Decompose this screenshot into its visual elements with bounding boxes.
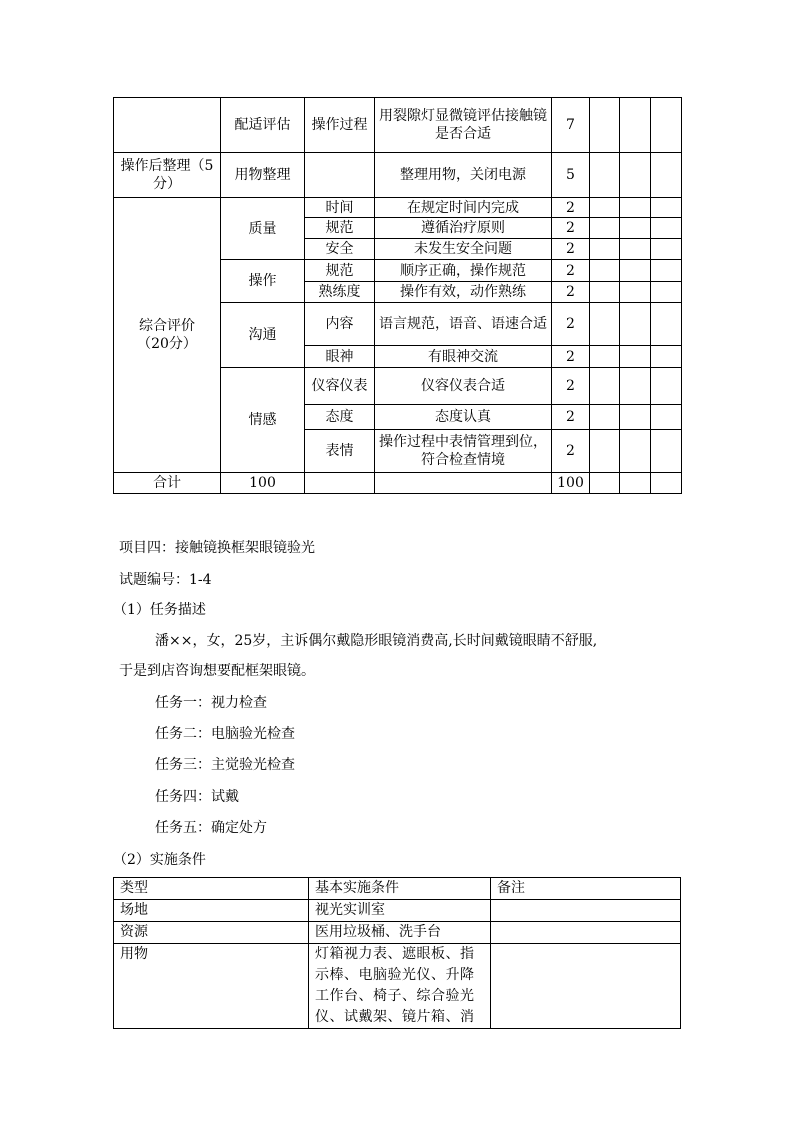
cell (651, 218, 682, 239)
cell: 有眼神交流 (375, 346, 552, 368)
task-item: 任务三：主觉验光检查 (155, 757, 295, 773)
cell (620, 98, 651, 153)
cell (620, 303, 651, 346)
question-code: 试题编号：1-4 (119, 572, 212, 588)
cell (620, 346, 651, 368)
cell (590, 282, 620, 303)
cell: 2 (552, 430, 590, 473)
cell: 2 (552, 282, 590, 303)
cell: 7 (552, 98, 590, 153)
cell (590, 198, 620, 218)
cell (620, 405, 651, 430)
cell (651, 405, 682, 430)
cell: 2 (552, 346, 590, 368)
cell (590, 98, 620, 153)
cell: 操作过程 (305, 98, 375, 153)
cell (620, 260, 651, 282)
cell (651, 239, 682, 260)
cell: 操作后整理（5分） (114, 153, 221, 198)
group-cell: 沟通 (221, 303, 305, 368)
cell: 2 (552, 198, 590, 218)
cell: 眼神 (305, 346, 375, 368)
cell: 用物 (114, 944, 309, 1029)
cell (491, 944, 681, 1029)
cell: 时间 (305, 198, 375, 218)
cell: 安全 (305, 239, 375, 260)
cell: 顺序正确，操作规范 (375, 260, 552, 282)
cell: 视光实训室 (309, 900, 491, 922)
cell (651, 153, 682, 198)
cell (620, 153, 651, 198)
cell (305, 473, 375, 494)
cell (651, 260, 682, 282)
cell (651, 346, 682, 368)
cell (620, 473, 651, 494)
cell (590, 260, 620, 282)
total-score: 100 (552, 473, 590, 494)
total-value: 100 (221, 473, 305, 494)
table-row (114, 153, 682, 198)
group-cell: 质量 (221, 198, 305, 260)
section-task-description: （1）任务描述 (113, 602, 206, 618)
cell: 内容 (305, 303, 375, 346)
cell (651, 430, 682, 473)
header-cell: 类型 (114, 878, 309, 900)
table-row (114, 922, 681, 944)
cell (590, 405, 620, 430)
cell (590, 368, 620, 405)
cell: 用裂隙灯显微镜评估接触镜是否合适 (375, 98, 552, 153)
cell (651, 303, 682, 346)
cell: 2 (552, 218, 590, 239)
cell (114, 98, 221, 153)
cell (491, 900, 681, 922)
task-item: 任务一：视力检查 (155, 695, 267, 711)
cell (305, 153, 375, 198)
task-item: 任务二：电脑验光检查 (155, 726, 295, 742)
paragraph-line: 于是到店咨询想要配框架眼镜。 (119, 663, 315, 679)
paragraph-line: 潘××，女，25岁，主诉偶尔戴隐形眼镜消费高,长时间戴镜眼睛不舒服, (155, 633, 598, 649)
cell: 操作有效，动作熟练 (375, 282, 552, 303)
cell: 遵循治疗原则 (375, 218, 552, 239)
total-row (114, 473, 682, 494)
cell (651, 473, 682, 494)
cell: 未发生安全问题 (375, 239, 552, 260)
cell (620, 368, 651, 405)
cell (590, 303, 620, 346)
cell: 2 (552, 239, 590, 260)
cell (620, 198, 651, 218)
cell: 态度 (305, 405, 375, 430)
cell: 态度认真 (375, 405, 552, 430)
table-row (114, 98, 682, 153)
header-cell: 备注 (491, 878, 681, 900)
cell: 仪容仪表 (305, 368, 375, 405)
cell: 在规定时间内完成 (375, 198, 552, 218)
cell: 医用垃圾桶、洗手台 (309, 922, 491, 944)
cell (651, 198, 682, 218)
cell: 用物整理 (221, 153, 305, 198)
cell: 2 (552, 260, 590, 282)
cell: 资源 (114, 922, 309, 944)
cell (651, 98, 682, 153)
header-row (114, 878, 681, 900)
total-label: 合计 (114, 473, 221, 494)
cell: 语言规范，语音、语速合适 (375, 303, 552, 346)
conditions-table (113, 877, 681, 1029)
cell: 5 (552, 153, 590, 198)
score-table (113, 97, 682, 494)
cell: 仪容仪表合适 (375, 368, 552, 405)
cell (491, 922, 681, 944)
project-title: 项目四：接触镜换框架眼镜验光 (119, 540, 315, 556)
cell: 熟练度 (305, 282, 375, 303)
cell: 场地 (114, 900, 309, 922)
task-item: 任务四：试戴 (155, 789, 239, 805)
cell (590, 346, 620, 368)
cell: 2 (552, 303, 590, 346)
cell (620, 239, 651, 260)
cell: 表情 (305, 430, 375, 473)
table-row (114, 944, 681, 1029)
cell: 规范 (305, 218, 375, 239)
cell (651, 368, 682, 405)
overall-cell: 综合评价（20分） (114, 198, 221, 473)
cell (590, 473, 620, 494)
cell (590, 153, 620, 198)
cell (620, 218, 651, 239)
cell (375, 473, 552, 494)
table-row (114, 198, 682, 218)
group-cell: 操作 (221, 260, 305, 303)
task-item: 任务五：确定处方 (155, 820, 267, 836)
group-cell: 情感 (221, 368, 305, 473)
cell (590, 430, 620, 473)
cell: 2 (552, 368, 590, 405)
cell (651, 282, 682, 303)
section-conditions: （2）实施条件 (113, 852, 206, 868)
cell: 规范 (305, 260, 375, 282)
cell: 2 (552, 405, 590, 430)
cell (620, 282, 651, 303)
cell: 操作过程中表情管理到位，符合检查情境 (375, 430, 552, 473)
cell (620, 430, 651, 473)
cell: 配适评估 (221, 98, 305, 153)
cell: 整理用物，关闭电源 (375, 153, 552, 198)
header-cell: 基本实施条件 (309, 878, 491, 900)
cell (590, 239, 620, 260)
cell (590, 218, 620, 239)
cell: 灯箱视力表、遮眼板、指示棒、电脑验光仪、升降工作台、椅子、综合验光仪、试戴架、镜片箱、消 (309, 944, 491, 1029)
table-row (114, 900, 681, 922)
